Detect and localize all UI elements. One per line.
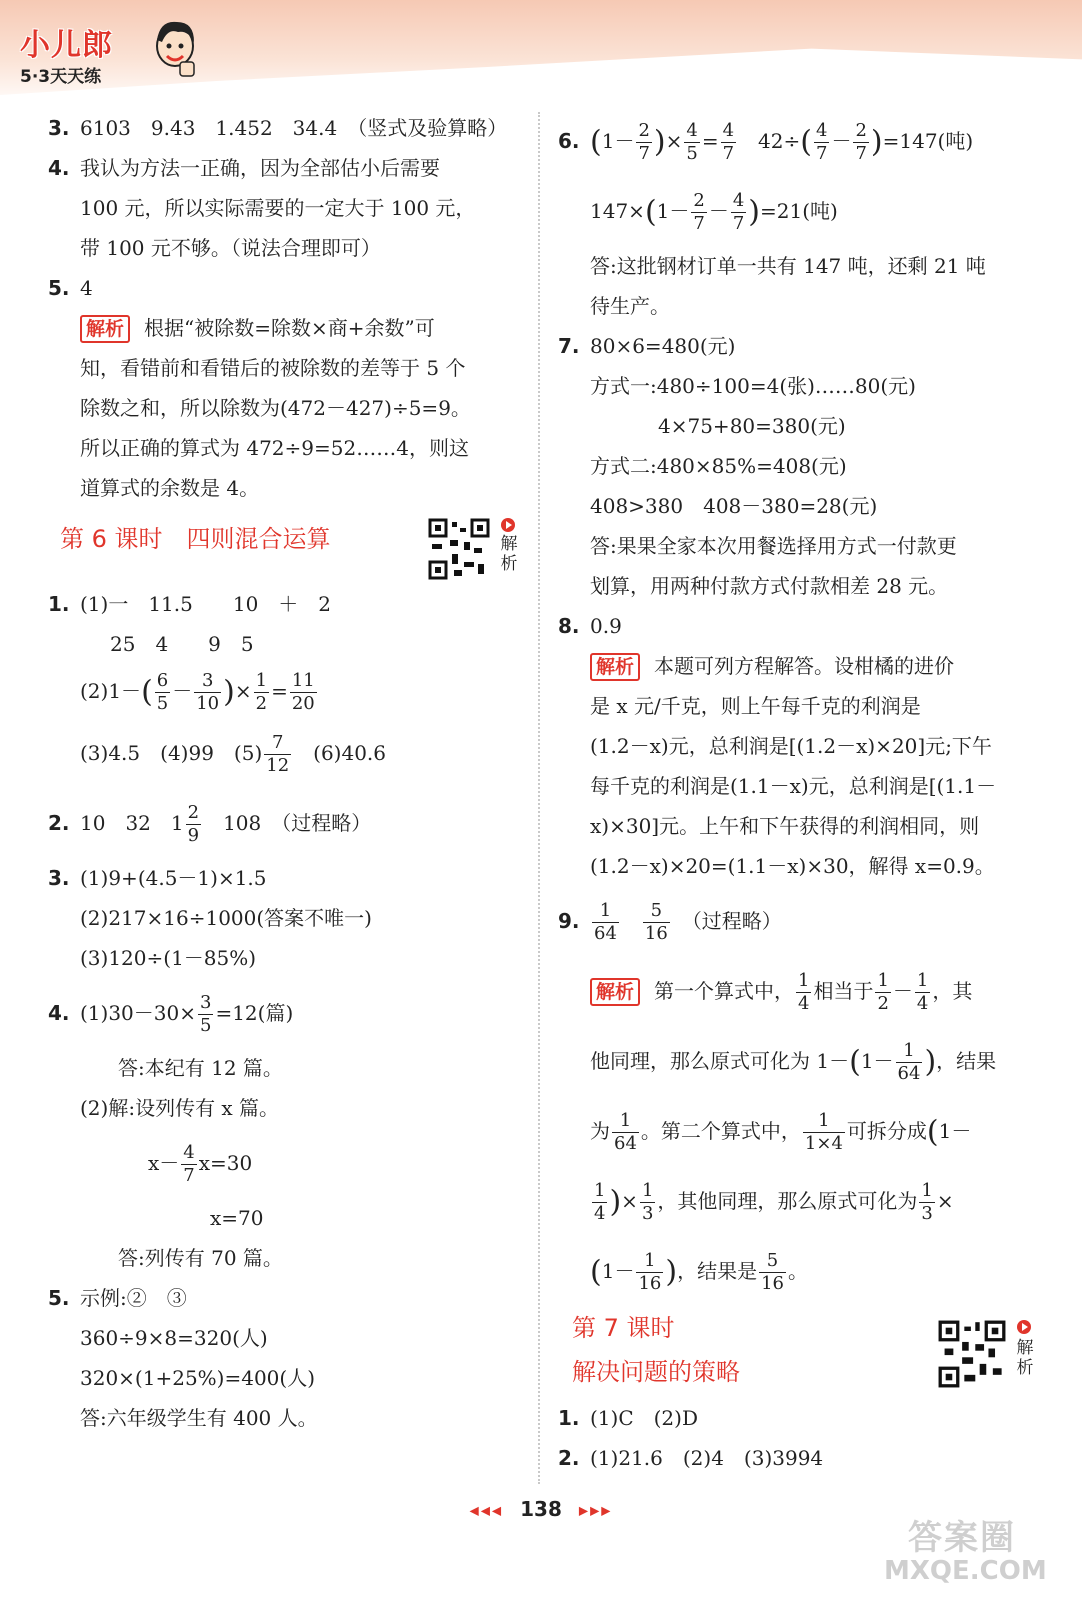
analysis-8-line-6: (1.2－x)×20=(1.1－x)×30，解得 x=0.9。 bbox=[590, 854, 995, 878]
answer-7-compare: 408>380 408－380=28(元) bbox=[590, 494, 878, 518]
answer-6-conclusion: 答:这批钢材订单一共有 147 吨，还剩 21 吨 bbox=[590, 254, 986, 278]
analysis-8-line-2: 是 x 元/千克，则上午每千克的利润是 bbox=[590, 694, 921, 718]
play-icon bbox=[1017, 1320, 1031, 1334]
fraction: $\frac{5}{16}$ bbox=[644, 900, 668, 944]
analysis-9: 解析 第一个算式中， $\frac{1}{4}$ 相当于 $\frac{1}{2}$ － $\frac{1}{4}$ ，其 bbox=[558, 956, 1038, 1026]
answer-7-method-1-calc: 4×75+80=380(元) bbox=[658, 414, 846, 438]
qr-label: 解析 bbox=[500, 534, 518, 574]
brand-name: 小儿郎 bbox=[20, 28, 113, 63]
section-title: 第 7 课时 bbox=[572, 1314, 675, 1342]
fraction: $\frac{1}{4}$ bbox=[594, 1180, 606, 1224]
page-number: 138 bbox=[520, 1497, 562, 1521]
lesson7-answer-2: 2. (1)21.6 (2)4 (3)3994 bbox=[558, 1446, 824, 1470]
fraction: $\frac{3}{5}$ bbox=[200, 992, 212, 1036]
fraction: $\frac{1}{3}$ bbox=[641, 1180, 654, 1224]
analysis-9-line-2: 他同理，那么原式可化为 1－(1－ $\frac{1}{64}$ )，结果 bbox=[590, 1040, 997, 1084]
fraction: $\frac{2}{7}$ bbox=[638, 120, 650, 164]
fraction: $\frac{11}{20}$ bbox=[291, 670, 315, 714]
lesson6-answer-4-conclusion: 答:列传有 70 篇。 bbox=[118, 1246, 283, 1270]
fraction: $\frac{4}{5}$ bbox=[686, 120, 698, 164]
lesson7-answer-1: 1. (1)C (2)D bbox=[558, 1406, 698, 1430]
analysis-8-line-4: 每千克的利润是(1.1－x)元，总利润是[(1.1－ bbox=[590, 774, 997, 798]
play-icon bbox=[501, 518, 515, 532]
analysis-5-line-3: 除数之和，所以除数为(472－427)÷5=9。 bbox=[80, 396, 471, 420]
fraction: $\frac{4}{7}$ bbox=[183, 1142, 195, 1186]
fraction: $\frac{2}{7}$ bbox=[693, 190, 705, 234]
answer-3: 3. 6103 9.43 1.452 34.4 （竖式及验算略） bbox=[48, 116, 508, 140]
answer-4: 4. 我认为方法一正确，因为全部估小后需要 bbox=[48, 156, 440, 180]
analysis-5-line-5: 道算式的余数是 4。 bbox=[80, 476, 260, 500]
analysis-8: 解析 本题可列方程解答。设柑橘的进价 bbox=[558, 646, 1038, 686]
fraction: $\frac{1}{3}$ bbox=[921, 1180, 933, 1224]
lesson6-answer-1: 1. (1)一 11.5 10 ＋ 2 bbox=[48, 592, 332, 616]
analysis-tag: 解析 bbox=[590, 653, 640, 681]
lesson6-answer-3-line-2: (2)217×16÷1000(答案不唯一) bbox=[80, 906, 372, 930]
fraction: $\frac{1}{64}$ bbox=[897, 1040, 921, 1084]
analysis-tag: 解析 bbox=[80, 315, 130, 343]
right-column bbox=[558, 108, 1038, 1478]
fraction: $\frac{7}{12}$ bbox=[266, 732, 290, 776]
lesson6-answer-2: 2. 10 32 1 $\frac{2}{9}$ 108 （过程略） bbox=[48, 802, 372, 846]
lesson6-answer-4: 4. (1)30－30× $\frac{3}{5}$ =12(篇) bbox=[48, 992, 294, 1036]
section-title: 第 6 课时 四则混合运算 bbox=[60, 525, 331, 553]
fraction: $\frac{2}{9}$ bbox=[187, 802, 200, 846]
fraction: $\frac{1}{2}$ bbox=[255, 670, 268, 714]
mascot-icon bbox=[150, 16, 200, 78]
analysis-tag: 解析 bbox=[590, 978, 640, 1006]
fraction: $\frac{1}{2}$ bbox=[877, 970, 889, 1014]
lesson6-answer-1-part3: (3)4.5 (4)99 (5) $\frac{7}{12}$ (6)40.6 bbox=[80, 732, 387, 776]
lesson6-answer-1-denominators: 25 4 9 5 bbox=[110, 632, 254, 656]
lesson6-answer-4-line-2: 答:本纪有 12 篇。 bbox=[118, 1056, 283, 1080]
fraction: $\frac{1}{4}$ bbox=[798, 970, 810, 1014]
lesson6-answer-3: 3. (1)9+(4.5－1)×1.5 bbox=[48, 866, 267, 890]
analysis-8-line-5: x)×30]元。上午和下午获得的利润相同，则 bbox=[590, 814, 980, 838]
answer-7: 7. 80×6=480(元) bbox=[558, 334, 736, 358]
answer-5: 5. 4 bbox=[48, 276, 93, 300]
analysis-5-line-2: 知，看错前和看错后的被除数的差等于 5 个 bbox=[80, 356, 466, 380]
left-column bbox=[48, 108, 526, 1438]
watermark: 答案圈 MXQE.COM bbox=[884, 1518, 1047, 1586]
prev-arrows-icon: ◀◀◀ bbox=[469, 1503, 504, 1518]
fraction: $\frac{1}{1\times 4}$ bbox=[804, 1110, 843, 1154]
section-lesson-6 bbox=[48, 514, 526, 576]
section-lesson-7 bbox=[558, 1306, 1038, 1394]
brand-logo bbox=[20, 20, 113, 87]
answer-7-method-2: 方式二:480×85%=408(元) bbox=[590, 454, 847, 478]
analysis-5: 解析 根据“被除数=除数×商+余数”可 bbox=[48, 308, 526, 348]
fraction: $\frac{1}{64}$ bbox=[594, 900, 617, 944]
answer-6: 6. (1－ $\frac{2}{7}$ )× $\frac{4}{5}$ = $\frac{4}{7}$ 42÷( $\frac{4}{7}$ － $\frac{2}{7}$ )=147(吨) bbox=[558, 120, 974, 164]
qr-code-icon[interactable] bbox=[938, 1320, 1006, 1388]
qr-code-icon[interactable] bbox=[428, 518, 490, 580]
answer-6-conclusion-2: 待生产。 bbox=[590, 294, 670, 318]
answer-4-line-2: 100 元，所以实际需要的一定大于 100 元， bbox=[80, 196, 476, 220]
answer-7-conclusion-2: 划算，用两种付款方式付款相差 28 元。 bbox=[590, 574, 949, 598]
column-divider bbox=[538, 112, 540, 1484]
lesson6-answer-1-part2: (2)1－( $\frac{6}{5}$ － $\frac{3}{10}$ )× $\frac{1}{2}$ = $\frac{11}{20}$ bbox=[80, 670, 315, 714]
fraction: $\frac{1}{16}$ bbox=[638, 1250, 662, 1294]
analysis-9-line-3: 为 $\frac{1}{64}$ 。第二个算式中， $\frac{1}{1\times 4}$ 可拆分成(1－ bbox=[590, 1110, 972, 1154]
fraction: $\frac{1}{64}$ bbox=[614, 1110, 637, 1154]
fraction: $\frac{5}{16}$ bbox=[761, 1250, 784, 1294]
answer-8: 8. 0.9 bbox=[558, 614, 622, 638]
lesson6-answer-4-solution: x=70 bbox=[210, 1206, 264, 1230]
answer-7-conclusion: 答:果果全家本次用餐选择用方式一付款更 bbox=[590, 534, 957, 558]
answer-7-method-1: 方式一:480÷100=4(张)……80(元) bbox=[590, 374, 916, 398]
fraction: $\frac{4}{7}$ bbox=[816, 120, 828, 164]
fraction: $\frac{4}{7}$ bbox=[722, 120, 735, 164]
analysis-9-line-5: (1－ $\frac{1}{16}$ )，结果是 $\frac{5}{16}$ 。 bbox=[590, 1250, 808, 1294]
series-name: 5·3天天练 bbox=[20, 67, 102, 87]
answer-4-line-3: 带 100 元不够。（说法合理即可） bbox=[80, 236, 381, 260]
lesson6-answer-4-equation: x－ $\frac{4}{7}$ x=30 bbox=[148, 1142, 253, 1186]
answer-9: 9. $\frac{1}{64}$ $\frac{5}{16}$ （过程略） bbox=[558, 900, 782, 944]
section-subtitle: 解决问题的策略 bbox=[572, 1358, 740, 1386]
fraction: $\frac{2}{7}$ bbox=[855, 120, 867, 164]
lesson6-answer-3-line-3: (3)120÷(1－85%) bbox=[80, 946, 257, 970]
analysis-9-line-4: $\frac{1}{4}$ )× $\frac{1}{3}$ ，其他同理，那么原式可化为 $\frac{1}{3}$ × bbox=[594, 1180, 954, 1224]
lesson6-answer-5-line-4: 答:六年级学生有 400 人。 bbox=[80, 1406, 318, 1430]
fraction: $\frac{4}{7}$ bbox=[732, 190, 745, 234]
answer-6-line-2: 147×(1－ $\frac{2}{7}$ － $\frac{4}{7}$ )=21(吨) bbox=[590, 190, 838, 234]
fraction: $\frac{6}{5}$ bbox=[156, 670, 169, 714]
analysis-5-line-4: 所以正确的算式为 472÷9=52……4，则这 bbox=[80, 436, 469, 460]
qr-label: 解析 bbox=[1016, 1338, 1034, 1378]
lesson6-answer-5-line-3: 320×(1+25%)=400(人) bbox=[80, 1366, 316, 1390]
lesson6-answer-4-line-3: (2)解:设列传有 x 篇。 bbox=[80, 1096, 280, 1120]
lesson6-answer-5-line-2: 360÷9×8=320(人) bbox=[80, 1326, 268, 1350]
next-arrows-icon: ▶▶▶ bbox=[578, 1503, 613, 1518]
fraction: $\frac{3}{10}$ bbox=[196, 670, 220, 714]
lesson6-answer-5: 5. 示例:② ③ bbox=[48, 1286, 187, 1310]
analysis-8-line-3: (1.2－x)元，总利润是[(1.2－x)×20]元;下午 bbox=[590, 734, 992, 758]
fraction: $\frac{1}{4}$ bbox=[916, 970, 929, 1014]
